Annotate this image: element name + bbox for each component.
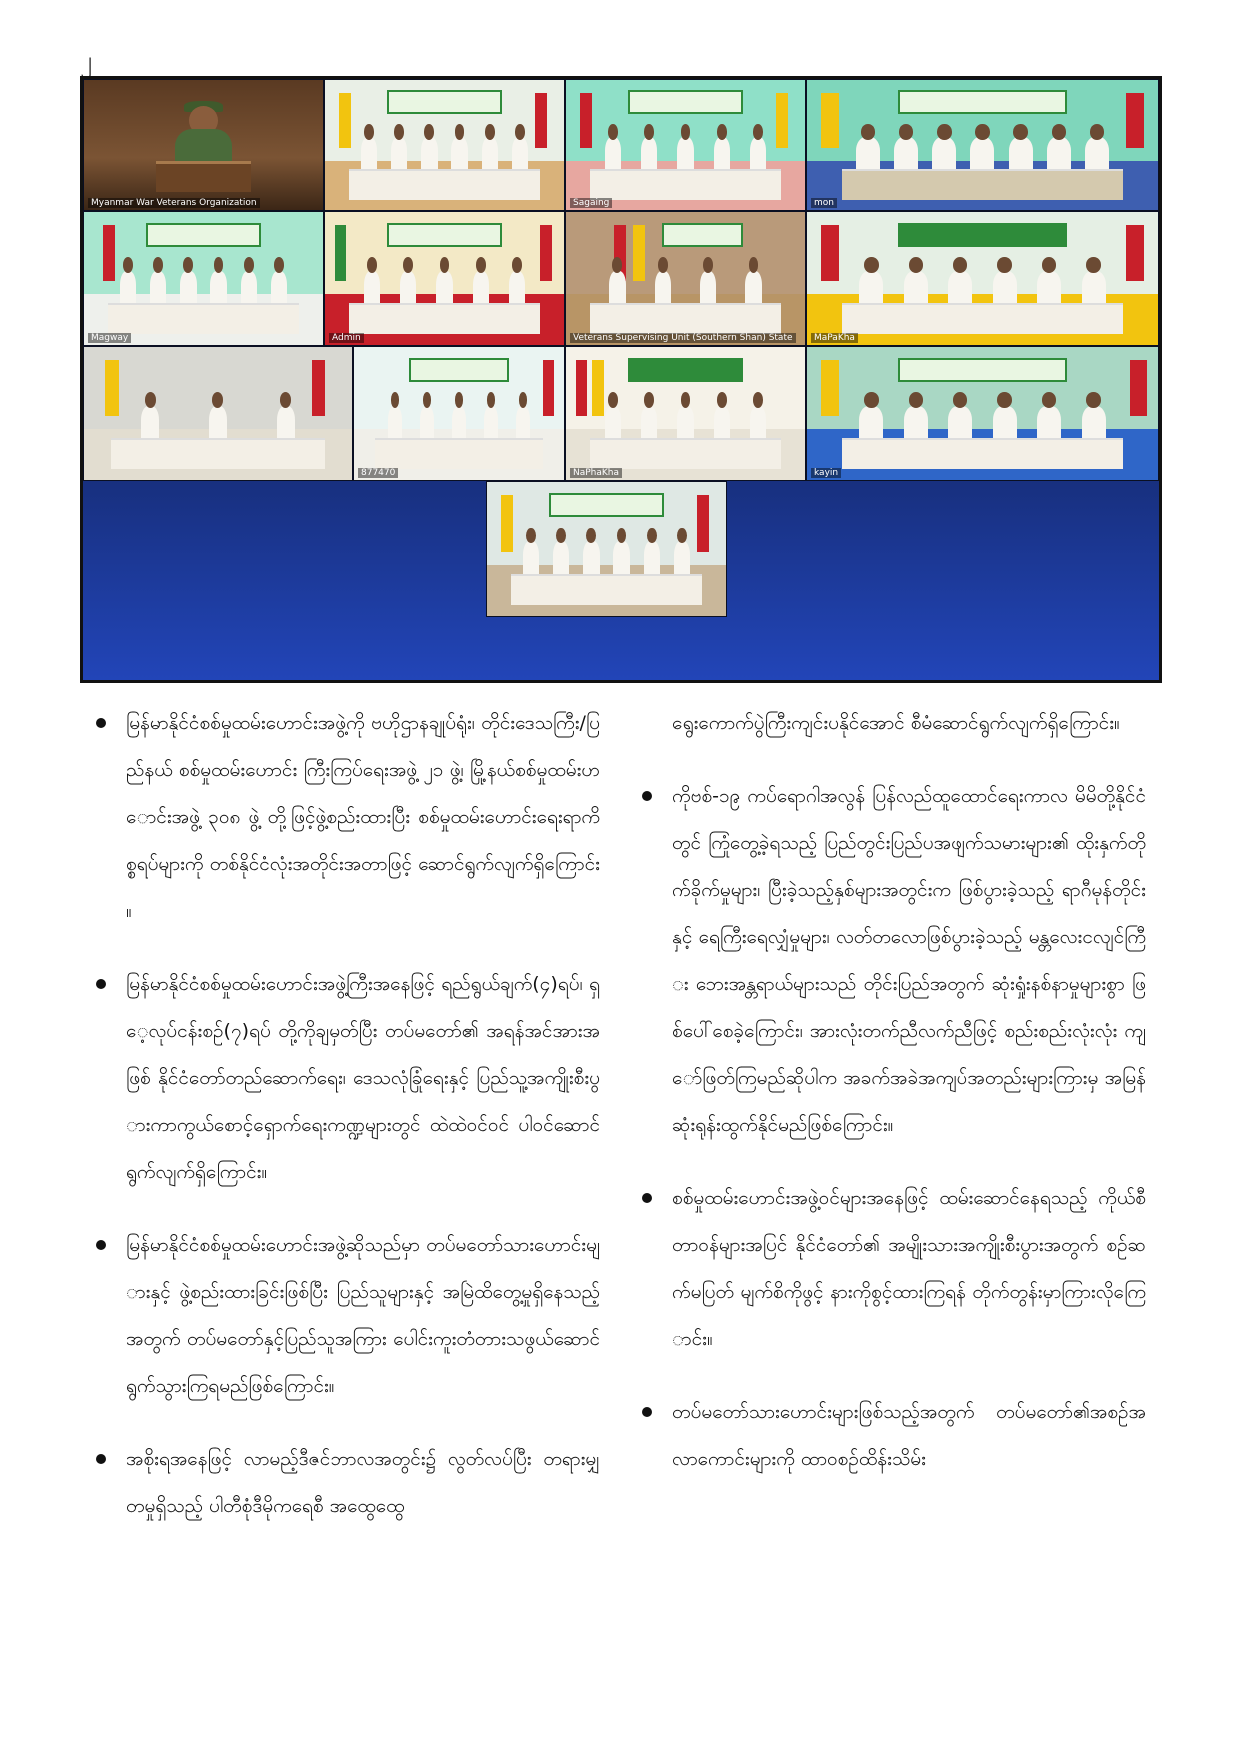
paragraph-text: တပ်မတော်သားဟောင်းများဖြစ်သည့်အတွက် တပ်မတော်၏အစဉ်အလာကောင်းများကို ထာဝစဉ်ထိန်းသိမ်း [672,1401,1146,1470]
conference-tile [324,79,565,211]
conference-tile [486,481,727,617]
bullet-icon [642,791,652,801]
conference-tile [83,211,324,346]
bullet-icon [96,979,106,989]
page-number: ၂ [80,46,92,74]
bullet-icon [96,718,106,728]
paragraph-text: အစိုးရအနေဖြင့် လာမည့်ဒီဇင်ဘာလအတွင်း၌ လွတ်လပ်ပြီး တရားမျှတမှုရှိသည့် ပါတီစုံဒီမိုကရေစီ အထွေထွေ [126,1448,600,1517]
tile-label: NaPhaKha [570,468,622,478]
conference-tile [83,346,353,481]
bullet-paragraph [90,1222,600,1410]
tile-label: Veterans Supervising Unit (Southern Shan) State [570,333,796,343]
bullet-icon [96,1240,106,1250]
bullet-paragraph [90,1436,600,1530]
conference-tile [806,346,1159,481]
tile-label: kayin [811,468,841,478]
paragraph-text: မြန်မာနိုင်ငံစစ်မှုထမ်းဟောင်းအဖွဲ့ဆိုသည်မှာ တပ်မတော်သားဟောင်းများနှင့် ဖွဲ့စည်းထားခြင်းဖြစ်ပြီး ပြည်သူများနှင့် အမြဲထိတွေ့မှုရှိနေသည့်အတွက် တပ်မတော်နှင့်ပြည်သူအကြား ပေါင်းကူးတံတားသဖွယ်ဆောင်ရွက်သွားကြရမည်ဖြစ်ကြောင်း။ [126,1234,600,1397]
bullet-paragraph [90,961,600,1196]
conference-tile [565,211,806,346]
conference-tile [565,79,806,211]
bullet-icon [96,1454,106,1464]
paragraph-text: မြန်မာနိုင်ငံစစ်မှုထမ်းဟောင်းအဖွဲ့ကြီးအနေဖြင့် ရည်ရွယ်ချက်(၄)ရပ်၊ ရှေ့လုပ်ငန်းစဉ်(၇)ရပ် တို့ကိုချမှတ်ပြီး တပ်မတော်၏ အရန်အင်အားအဖြစ် နိုင်ငံတော်တည်ဆောက်ရေး၊ ဒေသလုံခြုံရေးနှင့် ပြည်သူ့အကျိုးစီးပွားကာကွယ်စောင့်ရှောက်ရေးကဏ္ဍများတွင် ထဲထဲဝင်ဝင် ပါဝင်ဆောင်ရွက်လျက်ရှိကြောင်း။ [126,973,600,1183]
paragraph-text: မြန်မာနိုင်ငံစစ်မှုထမ်းဟောင်းအဖွဲ့ကို ဗဟိုဌာနချုပ်ရုံး၊ တိုင်းဒေသကြီး/ပြည်နယ် စစ်မှုထမ်းဟောင်း ကြီးကြပ်ရေးအဖွဲ့ ၂၁ ဖွဲ့၊ မြို့နယ်စစ်မှုထမ်းဟောင်းအဖွဲ့ ၃၀၈ ဖွဲ့ တို့ဖြင့်ဖွဲ့စည်းထားပြီး စစ်မှုထမ်းဟောင်းရေးရာကိစ္စရပ်များကို တစ်နိုင်ငံလုံးအတိုင်းအတာဖြင့် ဆောင်ရွက်လျက်ရှိကြောင်း။ [126,712,600,922]
conference-tile [565,346,806,481]
continued-paragraph [636,700,1146,747]
bullet-paragraph [636,1389,1146,1483]
left-column [90,700,600,1530]
conference-tile [806,211,1159,346]
bullet-icon [642,1407,652,1417]
video-conference-photo [80,76,1162,683]
paragraph-text: စစ်မှုထမ်းဟောင်းအဖွဲ့ဝင်များအနေဖြင့် ထမ်းဆောင်နေရသည့် ကိုယ်စီတာဝန်များအပြင် နိုင်ငံတော်၏ အမျိုးသားအကျိုးစီးပွားအတွက် စဉ်ဆက်မပြတ် မျက်စိကိုဖွင့် နားကိုစွင့်ထားကြရန် တိုက်တွန်းမှာကြားလိုကြောင်း။ [672,1187,1146,1350]
tile-label: Sagaing [570,198,612,208]
conference-tile [324,211,565,346]
paragraph-text: ရွေးကောက်ပွဲကြီးကျင်းပနိုင်အောင် စီမံဆောင်ရွက်လျက်ရှိကြောင်း။ [672,712,1120,734]
tile-label: Myanmar War Veterans Organization [88,198,260,208]
tile-label: MaPaKha [811,333,858,343]
conference-tile-speaker [83,79,324,211]
paragraph-text: ကိုဗစ်-၁၉ ကပ်ရောဂါအလွန် ပြန်လည်ထူထောင်ရေးကာလ မိမိတို့နိုင်ငံတွင် ကြုံတွေ့ခဲ့ရသည့် ပြည်တွင်းပြည်ပအဖျက်သမားများ၏ ထိုးနှက်တိုက်ခိုက်မှုများ၊ ပြီးခဲ့သည့်နှစ်များအတွင်းက ဖြစ်ပွားခဲ့သည့် ရာဂီမုန်တိုင်းနှင့် ရေကြီးရေလျှံမှုများ၊ လတ်တလောဖြစ်ပွားခဲ့သည့် မန္တလေးငလျင်ကြီး ဘေးအန္တရာယ်များသည် တိုင်းပြည်အတွက် ဆုံးရှုံးနစ်နာမှုများစွာ ဖြစ်ပေါ်စေခဲ့ကြောင်း၊ အားလုံးတက်ညီလက်ညီဖြင့် စည်းစည်းလုံးလုံး ကျော်ဖြတ်ကြမည်ဆိုပါက အခက်အခဲအကျပ်အတည်းများကြားမှ အမြန်ဆုံးရုန်းထွက်နိုင်မည်ဖြစ်ကြောင်း။ [672,785,1146,1136]
bullet-paragraph [636,773,1146,1149]
right-column [636,700,1146,1483]
tile-label: Admin [329,333,364,343]
bullet-paragraph [636,1175,1146,1363]
conference-tile [806,79,1159,211]
tile-label: 877470 [358,468,398,478]
conference-tile [353,346,565,481]
bullet-paragraph [90,700,600,935]
tile-label: mon [811,198,837,208]
bullet-icon [642,1193,652,1203]
tile-label: Magway [88,333,131,343]
